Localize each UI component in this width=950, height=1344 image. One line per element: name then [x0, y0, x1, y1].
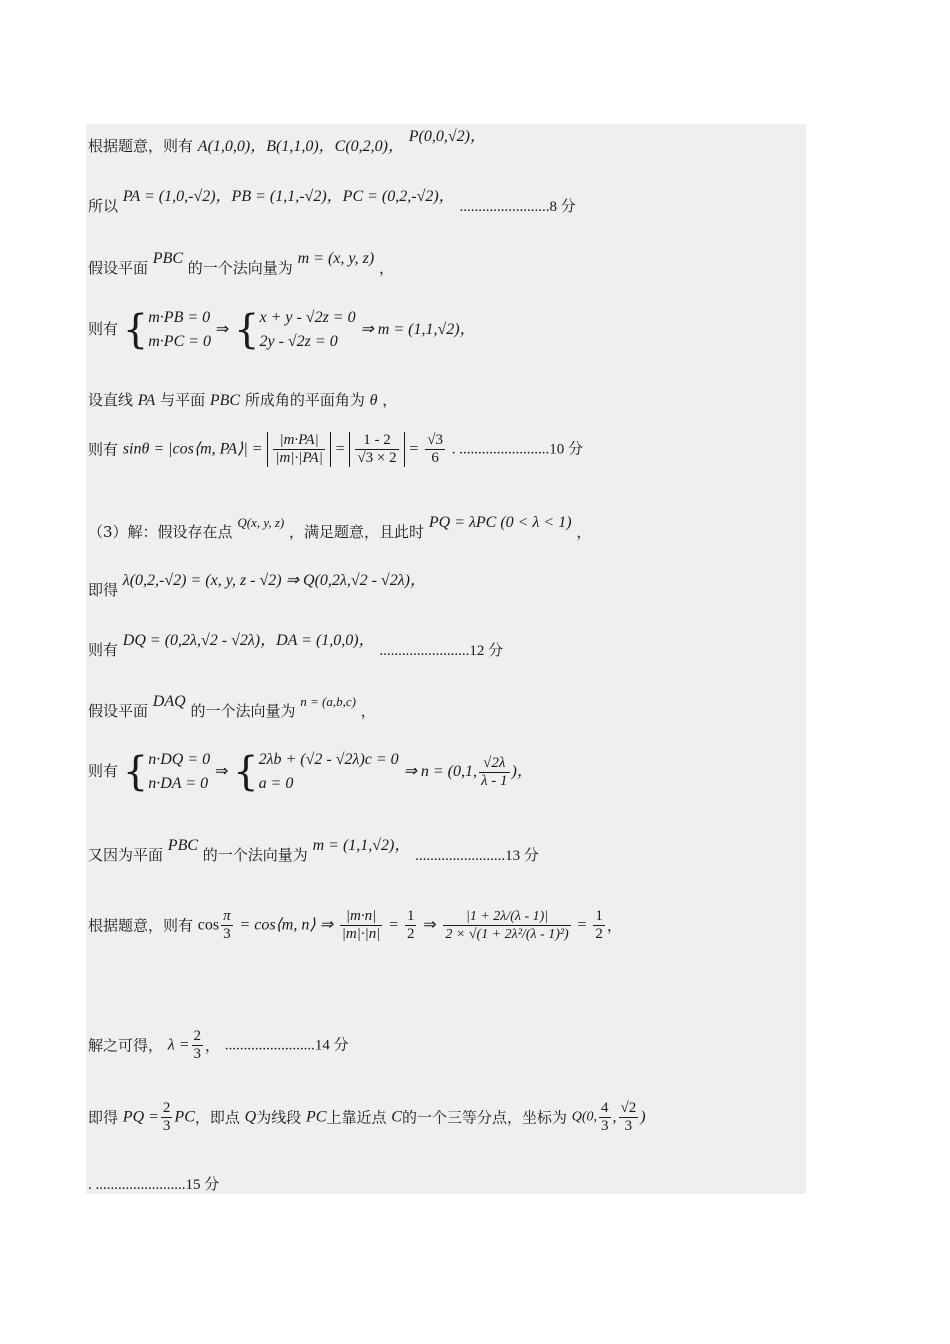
equation: 2λb + (√2 - √2λ)c = 0 — [258, 751, 399, 768]
fraction — [619, 1100, 639, 1135]
math-expr: PC — [306, 1108, 327, 1126]
math-expr: λ = — [167, 1036, 190, 1054]
math-expr: PBC — [152, 250, 184, 267]
line-angle-definition — [88, 390, 397, 411]
denominator: |m|·|PA| — [275, 450, 323, 466]
numerator: 1 — [406, 908, 415, 924]
line-vectors — [88, 188, 576, 217]
denominator: 2 — [406, 926, 415, 942]
line-sine-computation — [88, 432, 583, 467]
line-text: 为线段 — [256, 1108, 302, 1127]
fraction — [593, 908, 605, 943]
left-brace-icon: { — [233, 749, 259, 795]
left-brace-icon: { — [122, 749, 149, 795]
math-expr: PQ = λPC (0 < λ < 1) — [428, 514, 572, 531]
numerator: √2 — [620, 1100, 637, 1116]
line-normal-system-2 — [88, 748, 533, 796]
line-text: 则有 — [88, 440, 119, 459]
numerator: 4 — [601, 1100, 609, 1116]
fraction — [425, 432, 445, 467]
fraction — [221, 908, 233, 943]
numerator: √2λ — [479, 755, 510, 773]
fraction — [161, 1100, 173, 1135]
numerator: 2 — [162, 1100, 171, 1116]
math-expr: θ — [369, 392, 378, 409]
denominator: λ - 1 — [481, 772, 508, 789]
numerator: |m·n| — [340, 908, 383, 926]
line-text: 的一个三等分点，坐标为 — [401, 1108, 567, 1127]
math-expr: λ(0,2,-√2) = (x, y, z - √2) ⇒ Q(0,2λ,√2 - √2λ)， — [122, 572, 426, 589]
math-expr: Q(0, — [571, 1109, 598, 1125]
score-marker: ........................12 分 — [379, 643, 504, 659]
numerator: π — [223, 908, 231, 924]
denominator: 3 — [193, 1046, 202, 1062]
line-text: ，即点 — [194, 1108, 240, 1127]
line-text: ， — [378, 259, 394, 277]
math-expr: PC — [174, 1108, 195, 1126]
line-text: 假设平面 — [88, 259, 149, 277]
equals-sign: = — [409, 440, 419, 458]
math-expr: DAQ — [152, 693, 186, 710]
denominator: 3 — [601, 1118, 609, 1134]
line-text: ， — [382, 391, 398, 409]
equation: m·PB = 0 — [148, 309, 211, 326]
line-text: 的一个法向量为 — [187, 259, 293, 277]
implies-icon: ⇒ — [214, 763, 229, 780]
line-text: 的一个法向量为 — [190, 702, 296, 720]
math-expr: n = (a,b,c) — [300, 694, 356, 709]
equation: n·DQ = 0 — [148, 751, 211, 768]
line-text: 所以 — [88, 197, 119, 215]
fraction — [355, 432, 398, 467]
equation-system — [259, 306, 355, 354]
equation-system — [148, 306, 211, 354]
equation-system — [148, 748, 210, 796]
line-normal-assumption — [88, 250, 394, 279]
numerator: |m·PA| — [273, 432, 324, 450]
equals-sign: = — [577, 916, 587, 934]
math-expr: PA — [137, 392, 156, 409]
equals-sign: = — [389, 916, 399, 934]
fraction — [340, 908, 383, 943]
math-expr: DQ = (0,2λ,√2 - √2λ)，DA = (1,0,0)， — [122, 632, 375, 649]
line-lambda-solution — [88, 1028, 349, 1063]
line-text: 则有 — [88, 641, 119, 659]
score-marker: . ........................10 分 — [451, 441, 583, 458]
line-text: ，满足题意，且此时 — [289, 523, 425, 541]
math-expr: sinθ = |cos⟨m, PA⟩| = — [122, 440, 263, 458]
math-expr: PBC — [209, 392, 241, 409]
line-normal-daq — [88, 693, 376, 722]
implies-icon: ⇒ — [215, 321, 230, 338]
math-expr: C — [391, 1108, 402, 1126]
equation: 2y - √2z = 0 — [259, 333, 338, 350]
math-expr: m = (1,1,√2)， — [312, 837, 411, 854]
fraction — [192, 1028, 204, 1063]
line-text: 即得 — [88, 581, 119, 599]
math-expr: A(1,0,0)，B(1,1,0)，C(0,2,0)， — [197, 138, 404, 155]
math-expr: PA = (1,0,-√2)，PB = (1,1,-√2)，PC = (0,2,-√2)， — [122, 188, 455, 205]
equation: m·PC = 0 — [148, 333, 212, 350]
score-marker: ........................13 分 — [415, 848, 539, 864]
line-text: 上靠近点 — [326, 1108, 387, 1127]
math-expr: ⇒ n = (0,1, — [403, 763, 477, 780]
denominator: 2 — [595, 926, 603, 942]
line-text: 设直线 — [88, 391, 134, 409]
line-q-point — [88, 572, 426, 601]
equation-system — [259, 748, 399, 796]
math-expr: m = (x, y, z) — [297, 250, 375, 267]
numerator: 1 - 2 — [355, 432, 398, 450]
math-expr: Q — [244, 1108, 257, 1126]
math-expr: cos — [197, 916, 220, 934]
math-expr: ) — [640, 1108, 646, 1126]
line-cosine-equation — [88, 908, 622, 943]
math-expr: Q(x, y, z) — [237, 515, 285, 530]
line-text: （3）解：假设存在点 — [88, 523, 233, 541]
equation: x + y - √2z = 0 — [259, 309, 356, 326]
denominator: 3 — [624, 1118, 633, 1134]
numerator: √3 — [427, 432, 443, 448]
line-text: 与平面 — [160, 391, 206, 409]
equals-sign: = — [335, 440, 345, 458]
denominator: 3 — [223, 926, 231, 942]
math-expr: )， — [511, 763, 533, 780]
fraction — [443, 908, 570, 943]
line-q-conclusion: 即得 PQ = $\frac{2}{3}$ PC，即点 Q为线段 PC上靠近点 C的一个三等分点，坐标为 Q(0, $\frac{4}{3}$ , $\frac{√2}{3}$ ) — [88, 1100, 646, 1134]
denominator: |m|·|n| — [341, 926, 381, 942]
line-text: ， — [576, 523, 592, 541]
score-marker: ........................8 分 — [459, 199, 576, 215]
line-text: 即得 — [88, 1108, 119, 1127]
line-text: 假设平面 — [88, 702, 149, 720]
line-coordinates — [88, 128, 486, 157]
line-text: ， — [606, 916, 622, 935]
line-text: 根据题意，则有 — [88, 916, 194, 935]
math-expr: ⇒ m = (1,1,√2)， — [360, 321, 476, 338]
line-final-score — [88, 1174, 219, 1195]
math-expr: = cos⟨m, n⟩ ⇒ — [239, 916, 333, 934]
fraction — [479, 755, 510, 790]
math-expr: P(0,0,√2)， — [408, 128, 486, 145]
left-brace-icon: { — [234, 307, 260, 353]
line-text: 又因为平面 — [88, 846, 164, 864]
fraction — [599, 1100, 611, 1135]
line-text: 则有 — [88, 320, 119, 338]
fraction — [273, 432, 324, 467]
line-normal-system — [88, 306, 476, 354]
denominator: 6 — [431, 450, 439, 466]
line-text: 的一个法向量为 — [202, 846, 308, 864]
numerator: 1 — [595, 908, 603, 924]
numerator: 2 — [193, 1028, 202, 1044]
line-text: ， — [360, 702, 376, 720]
denominator: √3 × 2 — [357, 450, 397, 466]
left-brace-icon: { — [122, 307, 149, 353]
fraction — [405, 908, 417, 943]
math-expr: PQ = — [122, 1108, 159, 1126]
implies-icon: ⇒ — [423, 916, 437, 934]
line-part3-assumption — [88, 514, 592, 543]
math-expr: PBC — [167, 837, 199, 854]
line-text: 根据题意，则有 — [88, 137, 194, 155]
score-marker: . ........................15 分 — [88, 1177, 220, 1193]
line-dq-da — [88, 632, 504, 661]
line-text: 则有 — [88, 762, 119, 780]
denominator: 2 × √(1 + 2λ²/(λ - 1)²) — [445, 927, 569, 942]
line-text: 解之可得， — [88, 1036, 164, 1055]
absolute-value — [349, 432, 404, 467]
absolute-value — [267, 432, 330, 467]
equation: n·DA = 0 — [148, 775, 209, 792]
denominator: 3 — [162, 1118, 171, 1134]
numerator: |1 + 2λ/(λ - 1)| — [443, 908, 570, 926]
score-marker: ........................14 分 — [224, 1037, 349, 1054]
line-text: ， — [205, 1036, 221, 1055]
line-normal-pbc — [88, 837, 539, 866]
line-text: 所成角的平面角为 — [244, 391, 365, 409]
equation: a = 0 — [258, 775, 294, 792]
